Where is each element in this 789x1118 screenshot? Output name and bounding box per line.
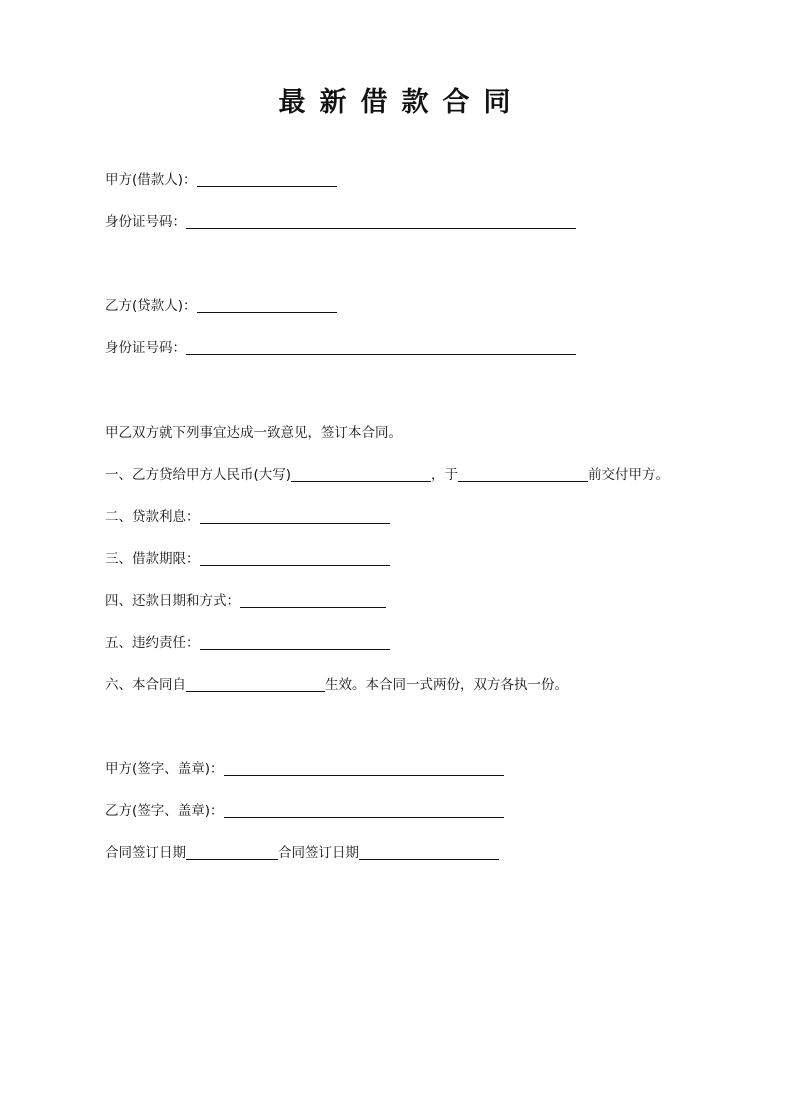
clause-6 [105, 675, 568, 695]
party-b-id-label: 身份证号码： [105, 340, 186, 356]
clause-4-label: 四、还款日期和方式： [105, 593, 240, 609]
signing-date-2-label: 合同签订日期 [278, 845, 359, 861]
party-b-id-field[interactable] [186, 340, 576, 355]
signature-party-b-label: 乙方(签字、盖章)： [105, 803, 224, 819]
clause-5 [105, 633, 390, 653]
signing-date-2-field[interactable] [359, 845, 499, 860]
signature-party-a-label: 甲方(签字、盖章)： [105, 761, 224, 777]
party-a-id-field[interactable] [186, 214, 576, 229]
effective-date-field[interactable] [186, 677, 325, 692]
signing-dates [105, 843, 499, 863]
clause-2 [105, 507, 390, 527]
party-a-id-line [105, 212, 576, 232]
signature-party-a-field[interactable] [224, 761, 504, 776]
clause-5-label: 五、违约责任： [105, 635, 200, 651]
repayment-field[interactable] [240, 593, 386, 608]
signature-party-a [105, 759, 504, 779]
clause-3 [105, 549, 390, 569]
page-title: 最新借款合同 [278, 87, 525, 118]
clause-1-mid: ，于 [431, 467, 459, 483]
party-b-line [105, 296, 337, 316]
party-a-label: 甲方(借款人)： [105, 172, 197, 188]
signature-party-b [105, 801, 504, 821]
party-b-name-field[interactable] [197, 298, 337, 313]
signing-date-1-field[interactable] [186, 845, 278, 860]
clause-1-prefix: 一、乙方贷给甲方人民币(大写) [105, 467, 292, 483]
intro-text [105, 423, 402, 443]
clause-6-prefix: 六、本合同自 [105, 677, 186, 693]
clause-3-label: 三、借款期限： [105, 551, 200, 567]
clause-2-label: 二、贷款利息： [105, 509, 200, 525]
breach-liability-field[interactable] [200, 635, 390, 650]
delivery-date-field[interactable] [458, 467, 588, 482]
intro-text-content: 甲乙双方就下列事宜达成一致意见，签订本合同。 [105, 425, 402, 441]
signature-party-b-field[interactable] [224, 803, 504, 818]
loan-amount-field[interactable] [291, 467, 431, 482]
party-a-name-field[interactable] [197, 172, 337, 187]
party-a-id-label: 身份证号码： [105, 214, 186, 230]
loan-term-field[interactable] [200, 551, 390, 566]
clause-1 [105, 465, 669, 485]
clause-6-suffix: 生效。本合同一式两份，双方各执一份。 [325, 677, 568, 693]
clause-1-suffix: 前交付甲方。 [588, 467, 670, 483]
party-b-label: 乙方(贷款人)： [105, 298, 197, 314]
signing-date-1-label: 合同签订日期 [105, 845, 186, 861]
interest-field[interactable] [200, 509, 390, 524]
party-a-line [105, 170, 337, 190]
party-b-id-line [105, 338, 576, 358]
clause-4 [105, 591, 386, 611]
